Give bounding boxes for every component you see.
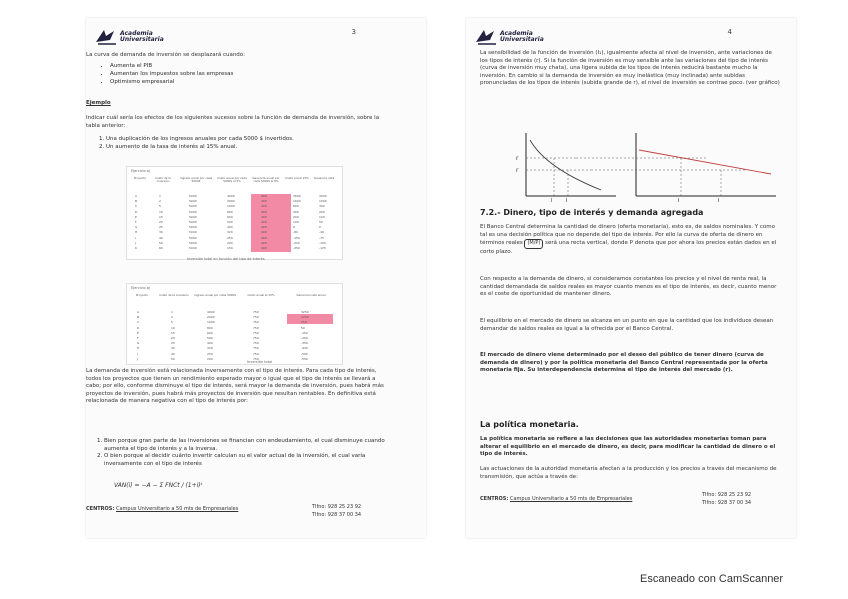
table-cell: 100 [293, 220, 299, 225]
table-cell: 100 [319, 214, 325, 219]
table-cell: 5000 [189, 235, 197, 240]
table-cell: 5000 [189, 230, 197, 235]
table-cell: 400 [227, 225, 233, 230]
table-cell: -430 [301, 346, 308, 351]
table-title: Ejercicio a) [131, 169, 151, 173]
table-cell: -150 [293, 235, 300, 240]
table-cell: -350 [301, 341, 308, 346]
table-cell: 40 [171, 351, 175, 356]
table-cell: 600 [207, 330, 213, 335]
table-cell: B [137, 315, 140, 320]
footer-center: Campus Universitario a 50 mts de Empresariales [509, 496, 633, 502]
table-cell: 2000 [207, 315, 215, 320]
table-cell: 5000 [189, 240, 197, 245]
header-logo [94, 28, 164, 46]
table-cell: 250 [227, 235, 233, 240]
logo-line1: Academia [500, 30, 533, 37]
table-cell: 500 [207, 336, 213, 341]
table-cell: 750 [253, 346, 259, 351]
example-items [92, 136, 386, 151]
table-cell: 3250 [301, 310, 309, 314]
table-cell: 5000 [189, 209, 197, 214]
table-cell: 2 [159, 199, 161, 204]
table-cell: 400 [261, 246, 267, 251]
table-cell: 750 [253, 310, 259, 314]
table-cell: 15 [171, 330, 175, 335]
table-cell: -80 [293, 230, 298, 235]
paragraph-sensitivity: La sensibilidad de la función de inversión (I₁), igualmente afecta al nivel de inversión, ante variaciones de los tipos de interés (r). Si la función de inversión es muy sensible ante las variaciones del tipo de interés (curva de inversión muy chata), una ligera subida de los tipos de interés reducirá bastante mucho la inversión. En cambio si la demanda de inversión es muy inelástica (muy inclinada) ante subidas pronunciadas de los tipos de interés (subida grande de r), el nivel de inversión se contrae poco. (ver gráfico) [480, 50, 780, 86]
table-cell: 400 [261, 194, 267, 198]
table-cell: 250 [207, 351, 213, 356]
table-column [293, 194, 301, 251]
graph-xlabel: I [678, 198, 680, 203]
highlight-block [287, 314, 333, 324]
highlight-block [251, 194, 291, 252]
table-cell: I [137, 351, 138, 356]
table-cell: 25 [159, 225, 163, 230]
paragraph-market: El mercado de dinero viene determinado por el deseo del público de tener dinero (curva de demanda de dinero) y por la política monetaria del Banco Central representada por la oferta monetaria fija. Su interdependencia determina el tipo de interés del mercado (r). [480, 352, 768, 373]
table-cell: -550 [301, 356, 308, 361]
footer [86, 506, 238, 512]
table-column [207, 310, 215, 362]
graph-ylabel: r [516, 155, 519, 162]
table-cell: B [135, 199, 138, 204]
table-cell: 320 [207, 346, 213, 351]
table-cell: 5000 [189, 225, 197, 230]
table-cell: I [135, 235, 136, 240]
table-cell: 400 [261, 225, 267, 230]
table-cell: 0 [319, 225, 321, 230]
table-cell: 5000 [189, 214, 197, 219]
reason-item: 1. Bien porque gran parte de las inversiones se financian con endeudamiento, el cual disminuye cuando aumenta el tipo de interés y a la inversa. [104, 438, 390, 453]
section-heading-money: 7.2.- Dinero, tipo de interés y demanda agregada [480, 208, 704, 217]
table-cell: 4000 [227, 194, 235, 198]
table-cell: 400 [261, 199, 267, 204]
table-column [253, 310, 259, 362]
table-cell: 750 [253, 351, 259, 356]
table-cell: 10 [171, 325, 175, 330]
bullet-item: • Aumentan los impuestos sobre las empresas [110, 70, 233, 78]
table-header: Costo de la inversión [159, 293, 189, 297]
table-header: Costo de la inversión [155, 176, 171, 184]
table-cell: 300 [319, 204, 325, 209]
paragraph-money-supply-b: será una recta vertical, donde P denota que por ahora los precios están dados en el corto plazo. [480, 240, 777, 255]
table-cell: A [137, 310, 140, 314]
table-cell: 20 [171, 336, 175, 341]
logo-line2: Universitaria [500, 36, 544, 43]
table-cell: D [135, 209, 138, 214]
table-cell: E [135, 214, 137, 219]
table-2 [126, 283, 343, 365]
table-1 [126, 166, 343, 260]
header-logo [474, 28, 544, 46]
table-cell: C [137, 320, 140, 325]
table-cell: -500 [301, 351, 308, 356]
table-cell: 5000 [189, 246, 197, 251]
reasons-list [90, 438, 390, 468]
table-cell: 750 [253, 330, 259, 335]
logo-line1: Academia [120, 30, 153, 37]
left-page [86, 18, 426, 538]
graph-xlabel: I [551, 198, 553, 203]
table-cell: K [135, 246, 137, 251]
paragraph-policy: La política monetaria se refiere a las decisiones que las autoridades monetarias toman para alterar el equilibrio en el mercado de dinero, es decir, para modificar la cantidad de dinero o el tipo de interés. [480, 436, 776, 457]
table-cell: 600 [227, 214, 233, 219]
table-note: Inversión total [247, 360, 273, 364]
table-note: Inversión total en función del tipo de interés [187, 257, 265, 261]
table-cell: 750 [253, 325, 259, 330]
table-cell: 50 [171, 356, 175, 361]
table-cell: 3600 [293, 194, 301, 198]
paragraph-equilibrium: El equilibrio en el mercado de dinero se alcanza en un punto en que la cantidad que los individuos desean demandar de saldos reales es igual a la ofrecida por el Banco Central. [480, 318, 774, 332]
table-column [301, 310, 309, 362]
table-column [261, 194, 267, 251]
table-cell: 1250 [301, 315, 309, 320]
table-cell: 50 [319, 220, 323, 225]
table-cell: 2 [171, 315, 173, 320]
table-header: Costo anual 15% [285, 176, 309, 180]
table-cell: G [137, 341, 140, 346]
table-cell: 500 [227, 220, 233, 225]
paragraph-money-supply [480, 224, 780, 256]
paragraph-investment: La demanda de inversión está relacionada inversamente con el tipo de interés. Para cada tipo de interés, todos los proyectos que tienen un rendimiento esperado mayor o igual que el tipo de interés se llevará a cabo; por ello, conforme disminuye el tipo de interés, será mayor la demanda de inversión, pues habrá más proyectos de inversión, pues habrá más proyectos de inversión que resultan rentables. En definitiva está relacionada de manera negativa con el tipo de interés por: [86, 368, 384, 404]
page-number: 4 [727, 28, 732, 36]
table-cell: 250 [301, 320, 307, 325]
example-text: Indicar cuál sería los efectos de los siguientes sucesos sobre la función de demanda de inversión, sobre la tabla anterior: [86, 115, 380, 129]
logo-line2: Universitaria [120, 36, 164, 43]
scanner-watermark: Escaneado con CamScanner [640, 573, 784, 585]
table-header: Ingreso anual por cada 5000$ [179, 176, 213, 184]
table-cell: 400 [261, 214, 267, 219]
table-cell: 5000 [189, 220, 197, 225]
table-header: Ganancia anual por cada 5000$ al 8% [252, 176, 280, 184]
table-cell: 200 [293, 214, 299, 219]
table-cell: -200 [293, 240, 300, 245]
table-cell: 200 [319, 209, 325, 214]
footer-phone2: Tlfno: 928 37 00 34 [702, 500, 752, 506]
table-cell: 400 [261, 209, 267, 214]
intro-text: La curva de demanda de inversión se desplazará cuando: [86, 52, 246, 58]
table-cell: 400 [261, 220, 267, 225]
table-cell: J [135, 240, 136, 245]
footer-label: CENTROS: [480, 496, 509, 502]
table-cell: 750 [253, 336, 259, 341]
table-cell: -250 [293, 246, 300, 251]
table-cell: -100 [319, 240, 326, 245]
table-header: Ganancia neta anual [296, 293, 326, 297]
table-cell: 800 [227, 209, 233, 214]
table-cell: 750 [253, 320, 259, 325]
table-cell: 50 [301, 325, 305, 330]
academia-logo-icon [94, 28, 118, 46]
table-cell: 400 [261, 240, 267, 245]
section-heading-policy: La política monetaria. [480, 420, 579, 429]
table-cell: H [135, 230, 138, 235]
table-cell: -125 [319, 246, 326, 251]
right-page [466, 18, 796, 538]
table-cell: 320 [227, 230, 233, 235]
table-cell: 30 [159, 230, 163, 235]
table-header: Ingreso anual por cada 5000$ [194, 293, 236, 297]
table-cell: 750 [253, 356, 259, 361]
table-header: Ganancia neta [313, 176, 335, 180]
table-cell: 5 [159, 204, 161, 209]
reason-item: 2. O bien porque al decidir cuánto invertir calculan su el valor actual de la inversión, el cual varía inversamente con el tipo de interés [104, 453, 390, 468]
table-cell: 1600 [293, 199, 301, 204]
table-cell: A [135, 194, 138, 198]
table-cell: -75 [319, 235, 324, 240]
table-cell: J [137, 356, 138, 361]
table-cell: 60 [159, 246, 163, 251]
table-cell: 750 [253, 315, 259, 320]
table-cell: 3000 [319, 194, 327, 198]
table-cell: 10 [159, 209, 163, 214]
table-cell: G [135, 225, 138, 230]
table-cell: 40 [159, 235, 163, 240]
graph-xlabel: I [718, 198, 720, 203]
page-number: 3 [351, 28, 356, 36]
table-cell: 200 [207, 356, 213, 361]
table-cell: 1 [159, 194, 161, 198]
table-cell: -250 [301, 336, 308, 341]
paragraph-money-supply-a: El Banco Central determina la cantidad de dinero (oferta monetaria), esto es, de saldos nominales. Y como tal es una decisión política que no depende del tipo de interés. Por ello la curva de oferta de dinero en términos reales [480, 224, 775, 246]
footer-label: CENTROS: [86, 506, 115, 512]
bullet-item: • Aumenta el PIB [110, 62, 233, 70]
table-cell: -40 [319, 230, 324, 235]
table-header: Costo anual por cada 5000$ al 5% [217, 176, 247, 184]
table-cell: 1000 [207, 320, 215, 325]
table-cell: E [137, 330, 139, 335]
real-money-fraction: (M/P) [524, 239, 543, 249]
paragraph-transmission: Las actuaciones de la autoridad monetaria afectan a la producción y los precios a través del mecanismo de transmisión, que actúa a través de: [480, 466, 777, 480]
table-column [137, 310, 139, 362]
table-cell: F [137, 336, 139, 341]
table-cell: 400 [261, 204, 267, 209]
paragraph-money-demand: Con respecto a la demanda de dinero, si consideramos constantes los precios y el nivel de renta real, la cantidad demandada de saldos reales es mayor cuanto menos es el tipo de interés, es decir, cuanto menor es el coste de oportunidad de mantener dinero. [480, 276, 777, 297]
table-header: Proyecto [135, 293, 149, 297]
table-column [171, 310, 175, 362]
example-item: 1. Una duplicación de los ingresos anuales por cada 5000 $ invertidos. [106, 136, 386, 144]
table-column [189, 194, 197, 251]
table-cell: 400 [261, 235, 267, 240]
graph-ylabel: r [516, 167, 519, 174]
table-cell: 15 [159, 214, 163, 219]
academia-logo-icon [474, 28, 498, 46]
table-cell: 5000 [189, 204, 197, 209]
table-title: Ejercicio b) [131, 286, 151, 290]
table-header: Proyecto [133, 176, 147, 180]
footer-phone1: Tlfno: 928 25 23 92 [702, 492, 752, 498]
table-cell: H [137, 346, 140, 351]
table-cell: 400 [293, 209, 299, 214]
table-cell: D [137, 325, 140, 330]
table-header: Costo anual al 15% [247, 293, 275, 297]
table-column [319, 194, 327, 251]
example-item: 2. Un aumento de la tasa de interés al 15% anual. [106, 144, 386, 152]
table-cell: 50 [159, 240, 163, 245]
table-cell: 400 [261, 230, 267, 235]
table-cell: 5000 [189, 194, 197, 198]
table-cell: 25 [171, 341, 175, 346]
example-heading: Ejemplo [86, 100, 111, 106]
table-cell: -150 [301, 330, 308, 335]
footer-phone1: Tlfno: 928 25 23 92 [312, 504, 362, 510]
table-cell: 30 [171, 346, 175, 351]
table-cell: 150 [227, 246, 233, 251]
table-cell: 1 [171, 310, 173, 314]
table-column [227, 194, 235, 251]
bullet-item: • Optimismo empresarial [110, 78, 233, 86]
table-cell: 800 [207, 325, 213, 330]
table-cell: 1000 [319, 199, 327, 204]
graph-xlabel: I [566, 198, 568, 203]
van-formula: VAN(i) = −A − Σ FNCt / (1+i)ᵗ [114, 482, 203, 489]
investment-graph [506, 128, 786, 203]
table-column [159, 194, 163, 251]
table-cell: C [135, 204, 138, 209]
table-cell: 2000 [227, 199, 235, 204]
table-cell: 400 [207, 341, 213, 346]
footer-center: Campus Universitario a 50 mts de Empresariales [115, 506, 239, 512]
table-cell: 600 [293, 204, 299, 209]
table-cell: F [135, 220, 137, 225]
table-cell: 1000 [227, 204, 235, 209]
table-column [135, 194, 137, 251]
table-cell: 5000 [189, 199, 197, 204]
footer-phone2: Tlfno: 928 37 00 34 [312, 512, 362, 518]
footer [480, 496, 632, 502]
table-cell: 0 [293, 225, 295, 230]
table-cell: 750 [253, 341, 259, 346]
table-cell: 5 [171, 320, 173, 325]
table-cell: 20 [159, 220, 163, 225]
bullet-list [96, 62, 233, 86]
table-cell: 200 [227, 240, 233, 245]
table-cell: 4000 [207, 310, 215, 314]
